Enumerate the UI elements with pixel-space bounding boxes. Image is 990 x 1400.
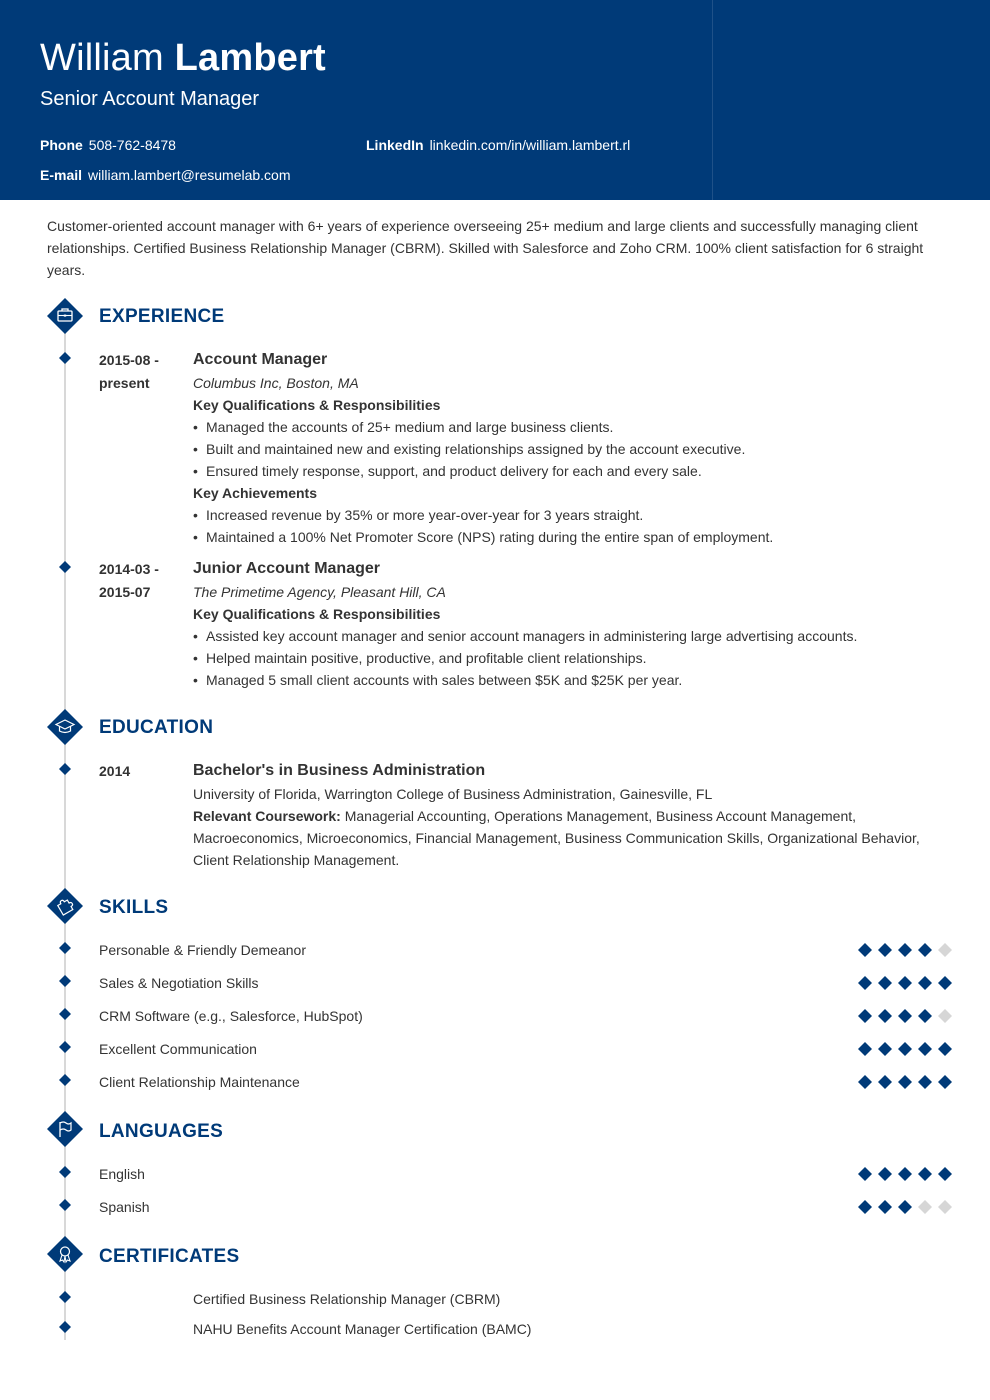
email-link[interactable]: william.lambert@resumelab.com	[88, 167, 291, 183]
certificate-item: Certified Business Relationship Manager (CBRM)	[193, 1291, 501, 1307]
resume-header	[0, 0, 990, 200]
rating-diamond-filled	[878, 1167, 892, 1181]
rating-diamond-filled	[878, 1009, 892, 1023]
job-date	[99, 349, 159, 395]
job-title: Senior Account Manager	[40, 88, 260, 110]
rating-diamond-filled	[938, 1075, 952, 1089]
timeline-dot	[59, 1199, 71, 1211]
job-entry	[193, 557, 953, 691]
skill-name: Excellent Communication	[99, 1041, 257, 1057]
list-item: • Helped maintain positive, productive, and profitable client relationships.	[193, 647, 953, 669]
coursework-value: Managerial Accounting, Operations Management, Business Account Management, Macroeconomics, Microeconomics, Financial Management, Business Communication Skills, Organizational Behavior, Client Relationship Management.	[193, 808, 920, 868]
timeline-dot	[59, 1008, 71, 1020]
skill-name: CRM Software (e.g., Salesforce, HubSpot)	[99, 1008, 363, 1024]
list-item: • Assisted key account manager and senior account managers in administering large advertising accounts.	[193, 625, 953, 647]
rating-diamond-filled	[878, 976, 892, 990]
phone-label: Phone	[40, 137, 83, 153]
certificate-item: NAHU Benefits Account Manager Certification (BAMC)	[193, 1321, 532, 1337]
rating-diamond-filled	[858, 976, 872, 990]
rating-diamond-filled	[918, 943, 932, 957]
rating-diamond-empty	[938, 1009, 952, 1023]
list-item: • Managed 5 small client accounts with sales between $5K and $25K per year.	[193, 669, 953, 691]
skill-rating	[858, 1042, 952, 1056]
graduation-cap-icon	[47, 709, 83, 745]
award-ribbon-icon	[47, 1236, 83, 1272]
candidate-name	[40, 36, 326, 80]
list-item: • Built and maintained new and existing relationships assigned by the account executive.	[193, 438, 953, 460]
skill-name: Sales & Negotiation Skills	[99, 975, 259, 991]
responsibilities-heading: Key Qualifications & Responsibilities	[193, 606, 441, 622]
job-date	[99, 558, 159, 604]
skill-name: Client Relationship Maintenance	[99, 1074, 300, 1090]
rating-diamond-filled	[858, 943, 872, 957]
job-company: Columbus Inc, Boston, MA	[193, 375, 359, 391]
phone-value: 508-762-8478	[88, 137, 176, 153]
job-date-end: present	[99, 375, 150, 391]
rating-diamond-filled	[878, 1200, 892, 1214]
last-name: Lambert	[174, 37, 326, 79]
job-company: The Primetime Agency, Pleasant Hill, CA	[193, 584, 446, 600]
rating-diamond-filled	[898, 1075, 912, 1089]
list-item: • Increased revenue by 35% or more year-over-year for 3 years straight.	[193, 504, 953, 526]
job-position: Junior Account Manager	[193, 560, 380, 577]
timeline-line	[64, 325, 66, 1340]
coursework-label: Relevant Coursework:	[193, 808, 341, 824]
rating-diamond-filled	[878, 1042, 892, 1056]
rating-diamond-filled	[898, 1009, 912, 1023]
contact-email[interactable]	[40, 166, 291, 184]
job-position: Account Manager	[193, 351, 328, 368]
job-date-end: 2015-07	[99, 584, 151, 600]
section-title-skills: SKILLS	[99, 897, 169, 918]
section-title-education: EDUCATION	[99, 717, 214, 738]
skill-name: Personable & Friendly Demeanor	[99, 942, 306, 958]
education-entry	[193, 759, 953, 871]
rating-diamond-filled	[898, 1042, 912, 1056]
puzzle-icon	[47, 888, 83, 924]
job-entry	[193, 348, 953, 548]
education-year: 2014	[99, 763, 131, 779]
rating-diamond-filled	[918, 1009, 932, 1023]
achievements-list	[193, 504, 953, 548]
timeline-dot	[59, 352, 71, 364]
rating-diamond-filled	[858, 1009, 872, 1023]
skill-rating	[858, 976, 952, 990]
rating-diamond-filled	[898, 1167, 912, 1181]
responsibilities-list	[193, 625, 953, 691]
language-name: Spanish	[99, 1199, 150, 1215]
section-title-languages: LANGUAGES	[99, 1121, 224, 1142]
section-title-experience: EXPERIENCE	[99, 306, 225, 327]
first-name: William	[40, 37, 164, 79]
linkedin-label: LinkedIn	[366, 137, 424, 153]
contact-phone	[40, 136, 176, 154]
timeline-dot	[59, 1074, 71, 1086]
language-name: English	[99, 1166, 145, 1182]
education-coursework	[193, 805, 953, 871]
list-item: • Maintained a 100% Net Promoter Score (NPS) rating during the entire span of employment.	[193, 526, 953, 548]
language-rating	[858, 1200, 952, 1214]
rating-diamond-filled	[918, 1167, 932, 1181]
education-school: University of Florida, Warrington College of Business Administration, Gainesville, FL	[193, 786, 713, 802]
skill-rating	[858, 1009, 952, 1023]
rating-diamond-filled	[918, 976, 932, 990]
skill-rating	[858, 943, 952, 957]
timeline-dot	[59, 561, 71, 573]
rating-diamond-filled	[938, 1167, 952, 1181]
rating-diamond-empty	[938, 943, 952, 957]
linkedin-link[interactable]: linkedin.com/in/william.lambert.rl	[429, 137, 631, 153]
rating-diamond-filled	[898, 1200, 912, 1214]
list-item: • Managed the accounts of 25+ medium and large business clients.	[193, 416, 953, 438]
briefcase-icon	[47, 298, 83, 334]
header-divider	[712, 0, 713, 200]
rating-diamond-filled	[918, 1075, 932, 1089]
flag-icon	[47, 1111, 83, 1147]
rating-diamond-filled	[898, 976, 912, 990]
timeline-dot	[59, 1166, 71, 1178]
section-title-certificates: CERTIFICATES	[99, 1246, 240, 1267]
timeline-dot	[59, 1291, 71, 1303]
timeline-dot	[59, 1321, 71, 1333]
rating-diamond-empty	[918, 1200, 932, 1214]
contact-linkedin[interactable]	[366, 136, 630, 154]
timeline-dot	[59, 763, 71, 775]
timeline-dot	[59, 975, 71, 987]
rating-diamond-filled	[878, 943, 892, 957]
job-date-start: 2014-03 -	[99, 561, 159, 577]
language-rating	[858, 1167, 952, 1181]
summary-paragraph: Customer-oriented account manager with 6+ years of experience overseeing 25+ medium and large clients and successfully managing client relationships. Certified Business Relationship Manager (CBRM). Skilled with Salesforce and Zoho CRM. 100% client satisfaction for 6 straight years.	[47, 218, 924, 278]
timeline-dot	[59, 1041, 71, 1053]
email-label: E-mail	[40, 167, 83, 183]
education-degree: Bachelor's in Business Administration	[193, 762, 486, 779]
skill-rating	[858, 1075, 952, 1089]
rating-diamond-filled	[858, 1200, 872, 1214]
rating-diamond-filled	[938, 1042, 952, 1056]
responsibilities-heading: Key Qualifications & Responsibilities	[193, 397, 441, 413]
achievements-heading: Key Achievements	[193, 485, 317, 501]
job-date-start: 2015-08 -	[99, 352, 159, 368]
timeline-dot	[59, 942, 71, 954]
rating-diamond-filled	[878, 1075, 892, 1089]
rating-diamond-empty	[938, 1200, 952, 1214]
rating-diamond-filled	[898, 943, 912, 957]
rating-diamond-filled	[858, 1075, 872, 1089]
rating-diamond-filled	[858, 1167, 872, 1181]
list-item: • Ensured timely response, support, and product delivery for each and every sale.	[193, 460, 953, 482]
rating-diamond-filled	[858, 1042, 872, 1056]
responsibilities-list	[193, 416, 953, 482]
rating-diamond-filled	[918, 1042, 932, 1056]
rating-diamond-filled	[938, 976, 952, 990]
